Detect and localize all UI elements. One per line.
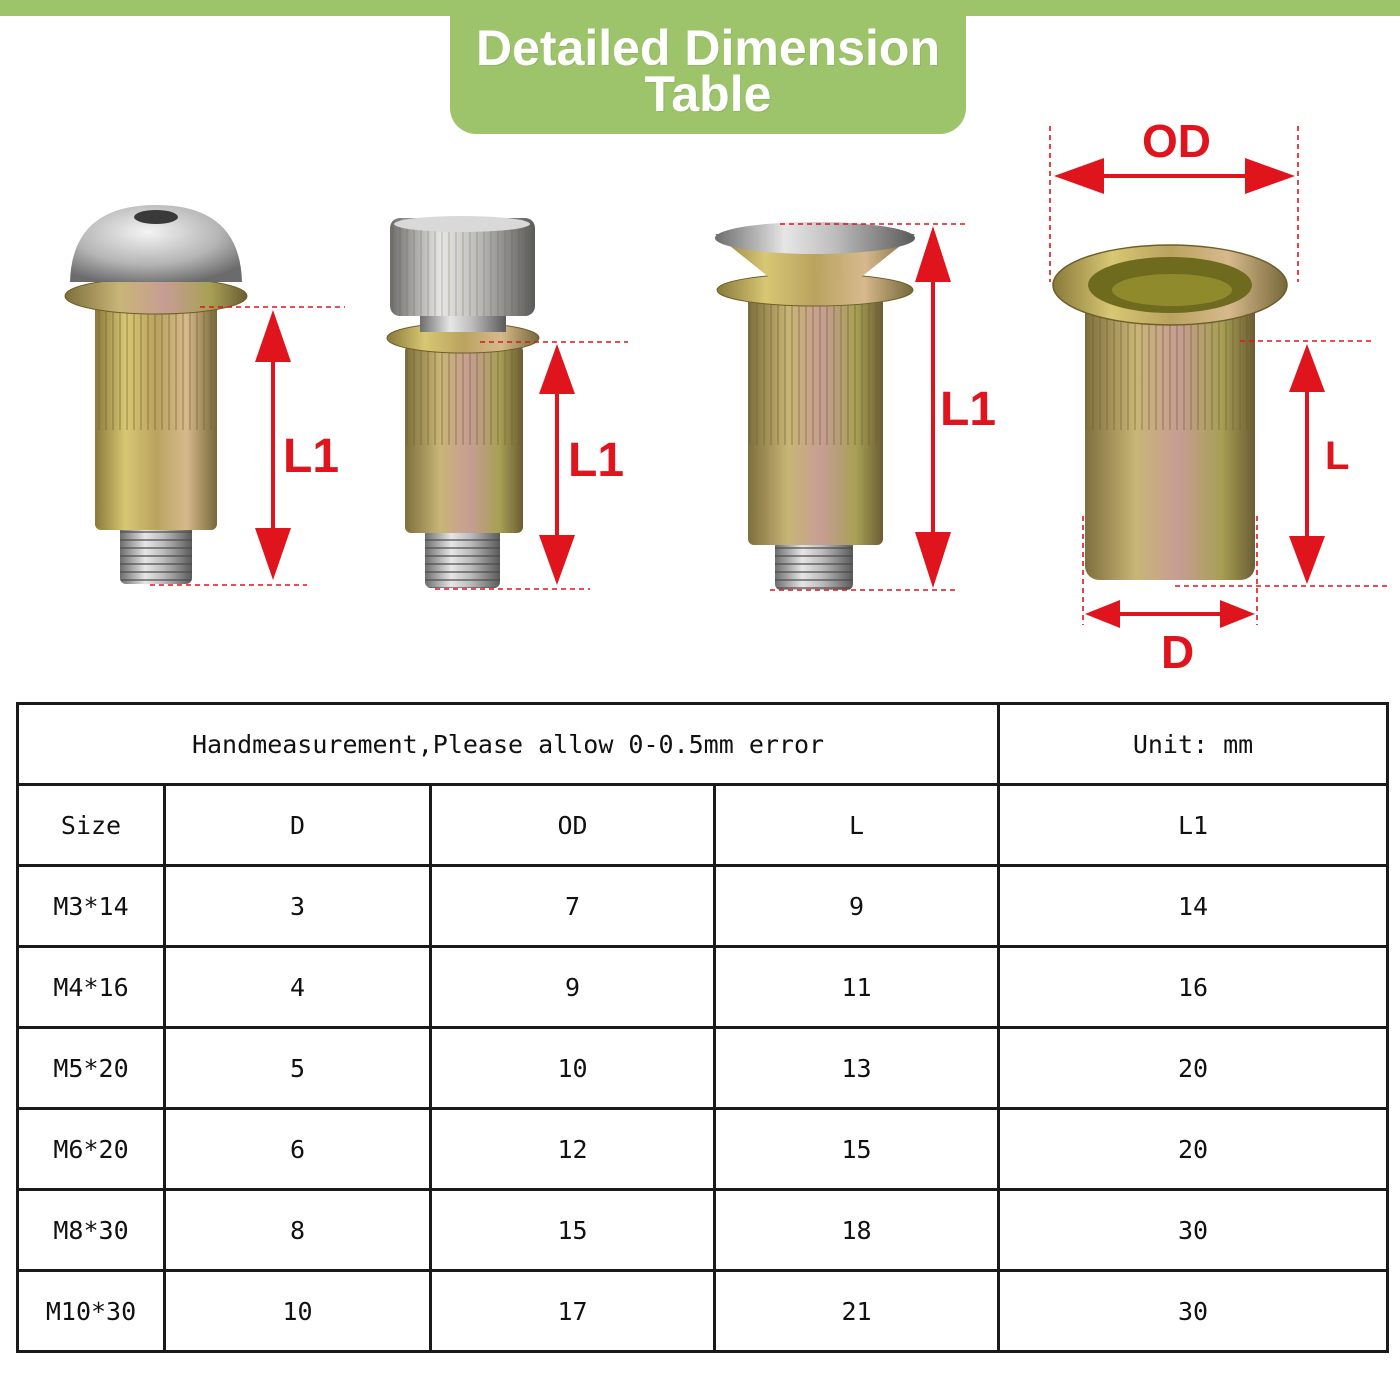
column-header: Size bbox=[18, 785, 165, 866]
table-cell: 13 bbox=[715, 1028, 999, 1109]
table-cell: 3 bbox=[165, 866, 431, 947]
measurement-note: Handmeasurement,Please allow 0-0.5mm error bbox=[18, 704, 999, 785]
socket-cap-rivet-nut bbox=[387, 216, 539, 588]
table-cell: 8 bbox=[165, 1190, 431, 1271]
table-cell: M6*20 bbox=[18, 1109, 165, 1190]
table-row bbox=[18, 947, 1388, 1028]
table-cell: 10 bbox=[165, 1271, 431, 1352]
table-cell: M3*14 bbox=[18, 866, 165, 947]
column-header: OD bbox=[431, 785, 715, 866]
table-cell: 10 bbox=[431, 1028, 715, 1109]
table-cell: M4*16 bbox=[18, 947, 165, 1028]
column-header: L1 bbox=[999, 785, 1388, 866]
table-cell: 14 bbox=[999, 866, 1388, 947]
table-cell: 5 bbox=[165, 1028, 431, 1109]
table-row bbox=[18, 1190, 1388, 1271]
table-note-row bbox=[18, 704, 1388, 785]
table-cell: 4 bbox=[165, 947, 431, 1028]
table-cell: 18 bbox=[715, 1190, 999, 1271]
table-cell: M5*20 bbox=[18, 1028, 165, 1109]
dimension-label-od: OD bbox=[1142, 115, 1211, 167]
table-cell: 20 bbox=[999, 1028, 1388, 1109]
dimension-label-l1-b: L1 bbox=[568, 434, 625, 487]
table-header-row bbox=[18, 785, 1388, 866]
button-head-rivet-nut bbox=[65, 205, 247, 584]
table-cell: 30 bbox=[999, 1271, 1388, 1352]
table-row bbox=[18, 1109, 1388, 1190]
table-cell: 12 bbox=[431, 1109, 715, 1190]
table-cell: 15 bbox=[715, 1109, 999, 1190]
table-cell: M8*30 bbox=[18, 1190, 165, 1271]
table-cell: 6 bbox=[165, 1109, 431, 1190]
column-header: L bbox=[715, 785, 999, 866]
table-row bbox=[18, 1028, 1388, 1109]
table-cell: 16 bbox=[999, 947, 1388, 1028]
dimension-table bbox=[16, 702, 1389, 1353]
table-cell: 9 bbox=[715, 866, 999, 947]
unit-label: Unit: mm bbox=[999, 704, 1388, 785]
dimension-label-l: L bbox=[1325, 434, 1350, 478]
table-cell: 20 bbox=[999, 1109, 1388, 1190]
product-dimension-figure bbox=[0, 110, 1400, 690]
plain-rivet-nut bbox=[1053, 245, 1287, 580]
table-row bbox=[18, 866, 1388, 947]
dimension-label-l1-c: L1 bbox=[940, 383, 997, 436]
countersunk-rivet-nut bbox=[715, 222, 915, 590]
table-cell: 15 bbox=[431, 1190, 715, 1271]
table-cell: 11 bbox=[715, 947, 999, 1028]
title-line-2: Table bbox=[644, 66, 772, 122]
table-cell: 17 bbox=[431, 1271, 715, 1352]
column-header: D bbox=[165, 785, 431, 866]
dimension-label-d: D bbox=[1161, 626, 1195, 678]
table-cell: 30 bbox=[999, 1190, 1388, 1271]
table-cell: 7 bbox=[431, 866, 715, 947]
table-cell: 9 bbox=[431, 947, 715, 1028]
table-cell: M10*30 bbox=[18, 1271, 165, 1352]
dimension-label-l1-a: L1 bbox=[283, 430, 340, 483]
title-line-1: Detailed Dimension bbox=[476, 20, 940, 76]
table-cell: 21 bbox=[715, 1271, 999, 1352]
table-row bbox=[18, 1271, 1388, 1352]
